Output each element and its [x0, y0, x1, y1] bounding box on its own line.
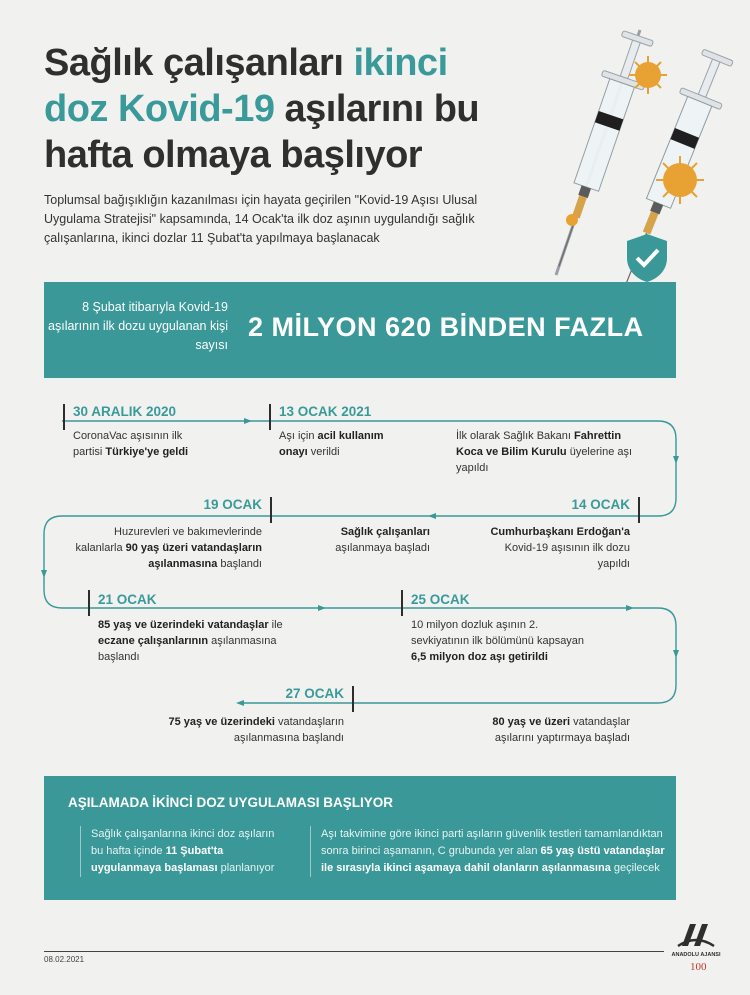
date-19-ocak: 19 OCAK: [203, 497, 262, 512]
date-30-aralik: 30 ARALIK 2020: [73, 404, 177, 419]
logo-text: ANADOLU AJANSI: [671, 952, 721, 958]
stat-value: 2 MİLYON 620 BİNDEN FAZLA: [248, 312, 644, 342]
intro-text: Toplumsal bağışıklığın kazanılması için hayata geçirilen "Kovid-19 Aşısı Ulusal Uygulama Stratejisi" kapsamında, 14 Ocak'ta ilk doz aşının uygulandığı sağlık çalışanlarına, ikinci dozlar 11 Şubat'ta yapılmaya başlanacak: [44, 193, 478, 245]
event-erdogan: Cumhurbaşkanı Erdoğan'a Kovid-19 aşısının ilk dozu yapıldı: [490, 526, 630, 570]
timeline-tick: [401, 590, 403, 616]
event-saglik-bakani: İlk olarak Sağlık Bakanı Fahrettin Koca ve Bilim Kurulu üyelerine aşı yapıldı: [456, 430, 633, 474]
date-13-ocak: 13 OCAK 2021: [279, 404, 372, 419]
svg-text:100: 100: [690, 961, 707, 973]
event-80-yas: 80 yaş ve üzeri vatandaşlar aşılarını yaptırmaya başladı: [492, 716, 630, 744]
event-85-yas: 85 yaş ve üzerindeki vatandaşlar ile eczane çalışanlarının aşılanmasına başlandı: [98, 619, 283, 663]
timeline-tick: [269, 404, 271, 430]
second-dose-title: AŞILAMADA İKİNCİ DOZ UYGULAMASI BAŞLIYOR: [68, 795, 393, 810]
event-acil-onay: Aşı için acil kullanım onayı verildi: [279, 430, 384, 458]
anadolu-agency-logo: [671, 918, 721, 974]
second-dose-right-text: Aşı takvimine göre ikinci parti aşıların güvenlik testleri tamamlandıktan sonra birinci aşamanın, C grubunda yer alan 65 yaş üstü vatandaşlar ile sırasıyla ikinci aşamaya dahil olanların aşılanmasına geçilecek: [310, 826, 665, 877]
date-27-ocak: 27 OCAK: [285, 686, 344, 701]
second-dose-left-text: Sağlık çalışanlarına ikinci doz aşıların bu hafta içinde 11 Şubat'ta uygulanmaya başlaması planlanıyor: [80, 826, 281, 877]
event-75-yas: 75 yaş ve üzerindeki vatandaşların aşılanmasına başlandı: [168, 716, 344, 744]
timeline-tick: [88, 590, 90, 616]
timeline-tick: [638, 497, 640, 523]
timeline-tick: [352, 686, 354, 712]
date-21-ocak: 21 OCAK: [98, 592, 157, 607]
event-sevkiyat: 10 milyon dozluk aşının 2. sevkiyatının ilk bölümünü kapsayan 6,5 milyon doz aşı getirildi: [411, 619, 585, 663]
footer-divider: [44, 951, 664, 952]
timeline-tick: [63, 404, 65, 430]
date-25-ocak: 25 OCAK: [411, 592, 470, 607]
date-14-ocak: 14 OCAK: [571, 497, 630, 512]
footer-date: 08.02.2021: [44, 955, 85, 964]
event-huzurevleri: Huzurevleri ve bakımevlerinde kalanlarla 90 yaş üzeri vatandaşların aşılanmasına başlandı: [75, 526, 262, 570]
event-corona-vac: CoronaVac aşısının ilk partisi Türkiye'ye geldi: [73, 430, 189, 458]
timeline-tick: [270, 497, 272, 523]
event-saglik-calisanlari: Sağlık çalışanları aşılanmaya başladı: [335, 526, 430, 554]
stat-label: 8 Şubat itibarıyla Kovid-19 aşılarının ilk dozu uygulanan kişi sayısı: [48, 300, 228, 352]
page-title: Sağlık çalışanları ikinci doz Kovid-19 aşılarını bu hafta olmaya başlıyor: [44, 42, 480, 176]
